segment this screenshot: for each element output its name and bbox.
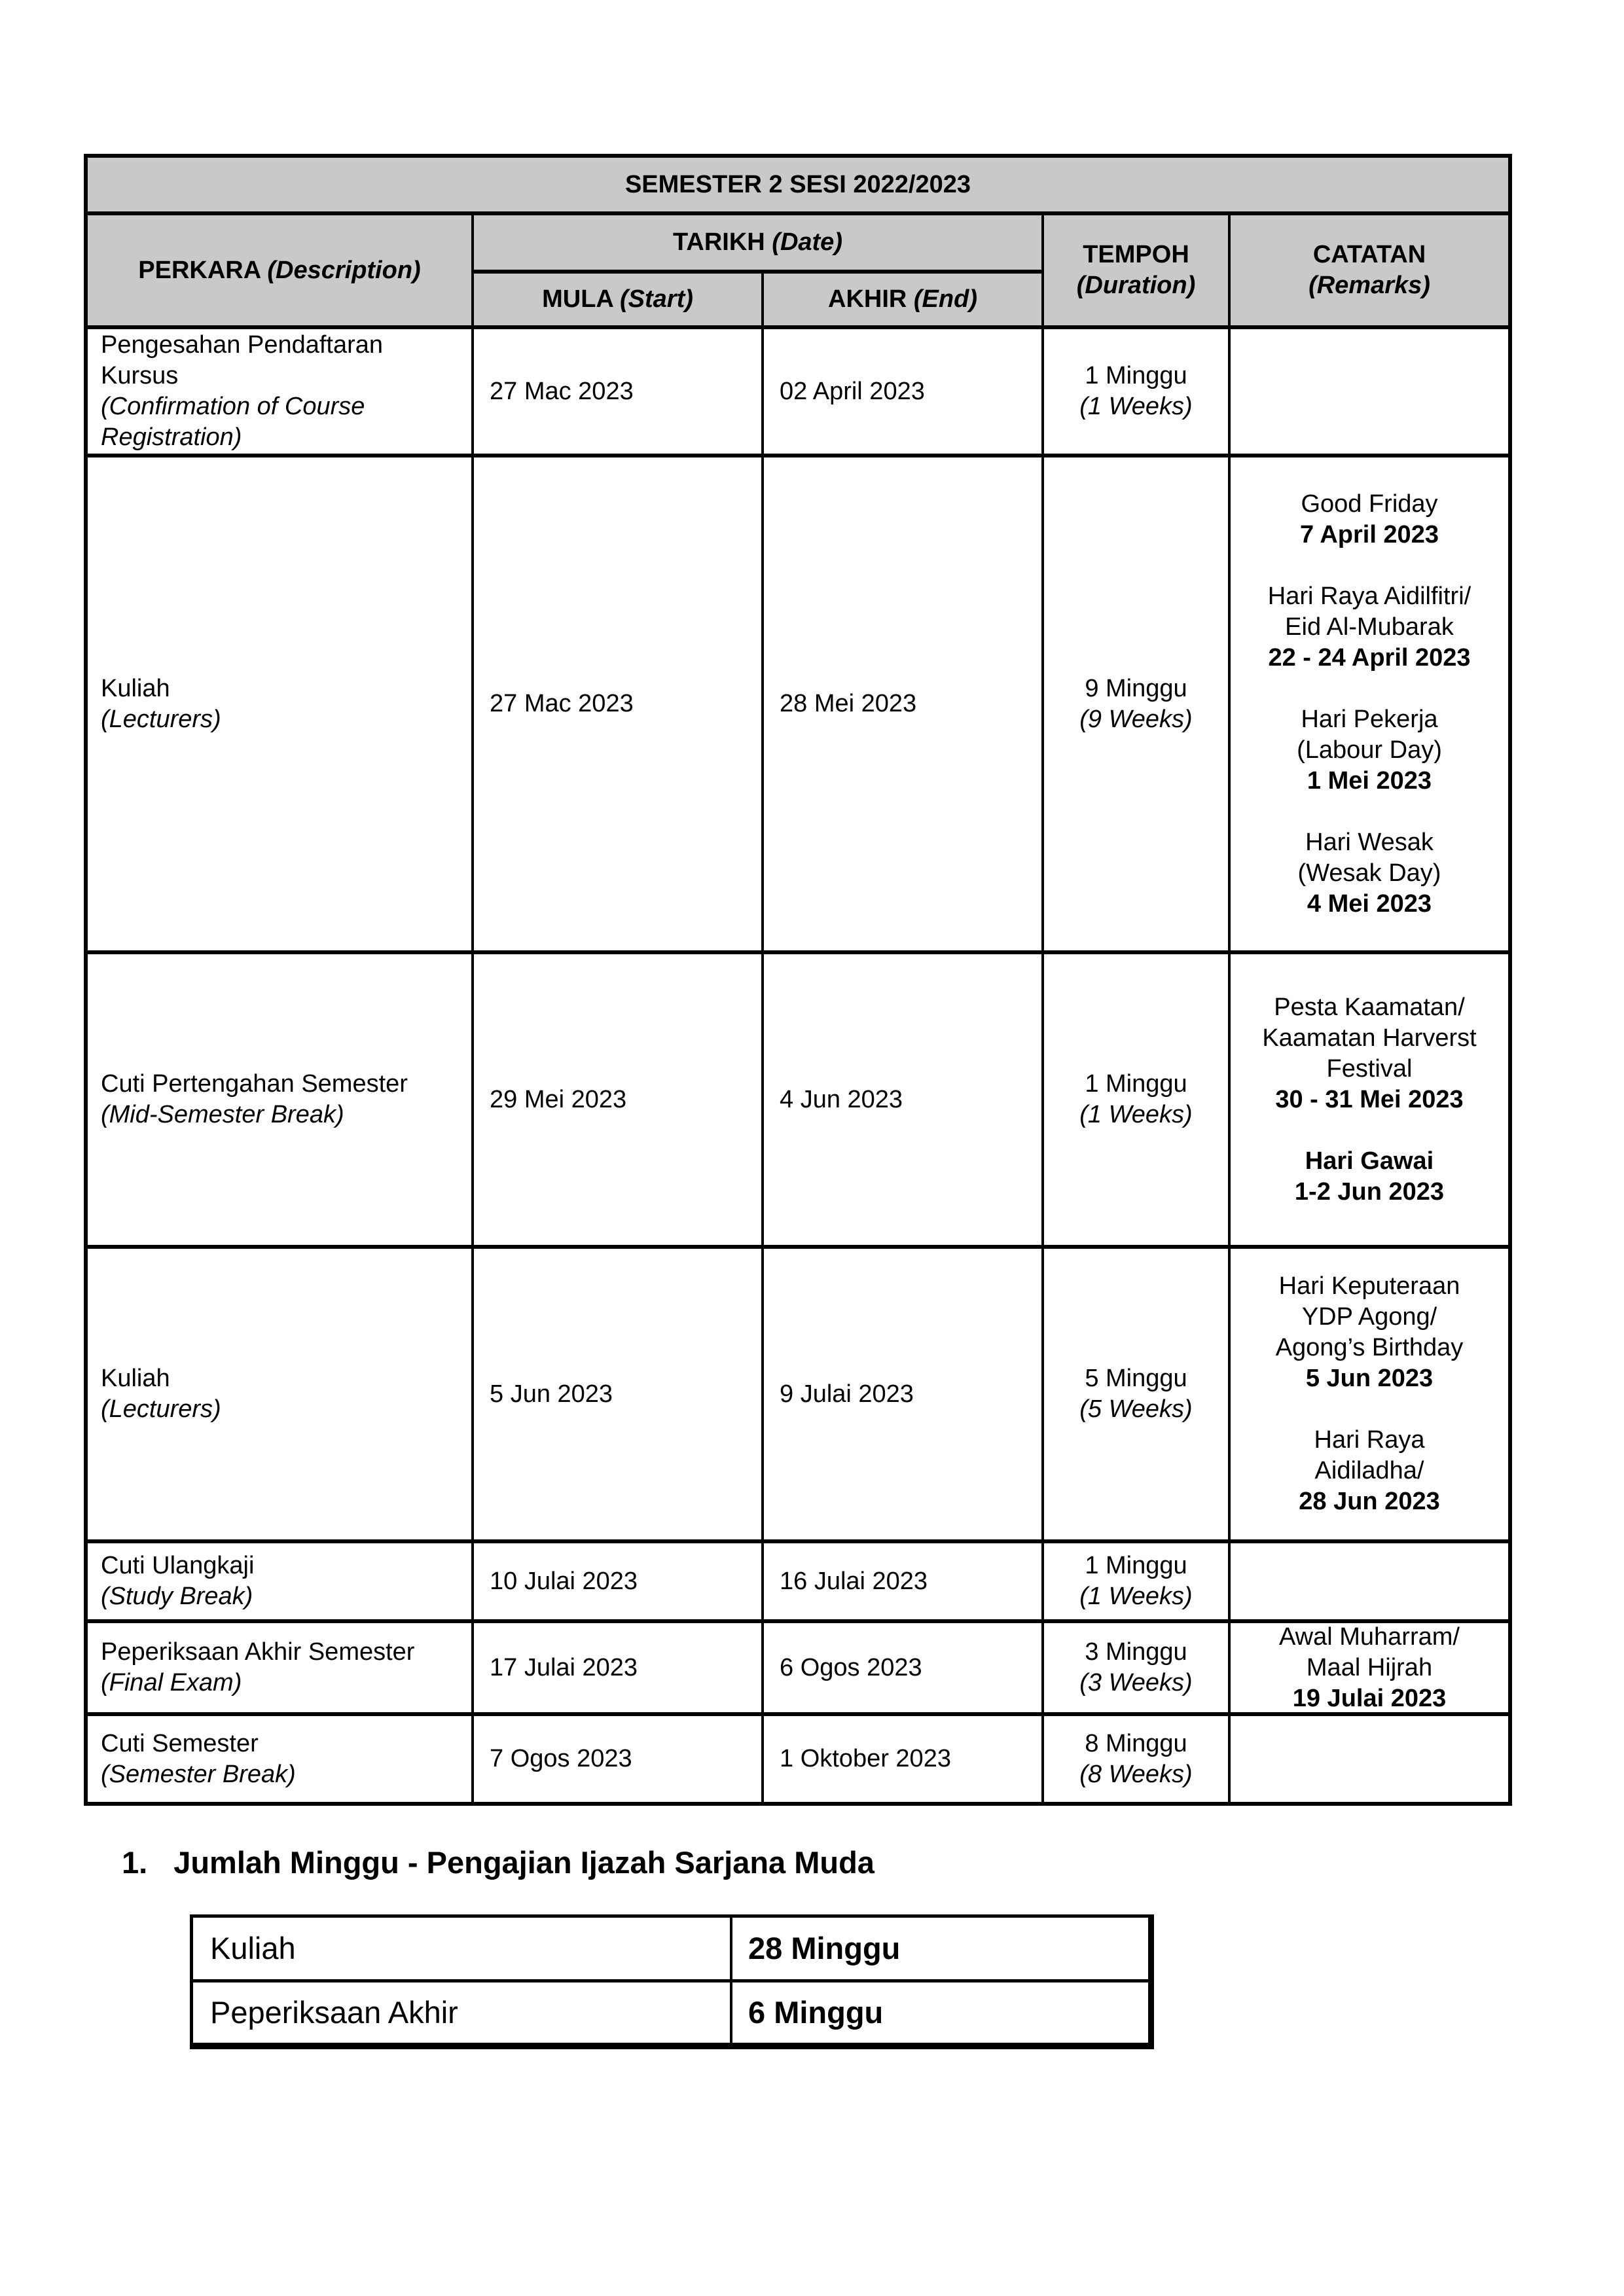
summary-heading-text: Jumlah Minggu - Pengajian Ijazah Sarjana Muda	[173, 1845, 875, 1880]
row4-mula: 5 Jun 2023	[474, 1249, 764, 1543]
row6-mula: 17 Julai 2023	[474, 1623, 764, 1716]
row7-mula: 7 Ogos 2023	[474, 1716, 764, 1802]
header-mula: MULA (Start)	[474, 274, 764, 329]
row6-tempoh: 3 Minggu (3 Weeks)	[1044, 1623, 1231, 1716]
row3-akhir: 4 Jun 2023	[764, 954, 1044, 1249]
row4-akhir: 9 Julai 2023	[764, 1249, 1044, 1543]
summary-heading-number: 1.	[122, 1845, 148, 1880]
row2-catatan: Good Friday 7 April 2023 Hari Raya Aidilfitri/ Eid Al-Mubarak 22 - 24 April 2023 Hari Pekerja (Labour Day) 1 Mei 2023 Hari Wesak (Wesak Day) 4 Mei 2023	[1231, 457, 1508, 954]
header-tarikh: TARIKH (Date)	[474, 215, 1044, 274]
row7-akhir: 1 Oktober 2023	[764, 1716, 1044, 1802]
row3-perkara: Cuti Pertengahan Semester (Mid-Semester Break)	[88, 954, 474, 1249]
header-tempoh: TEMPOH (Duration)	[1044, 215, 1231, 329]
row4-perkara: Kuliah (Lecturers)	[88, 1249, 474, 1543]
summary-row1-value: 28 Minggu	[732, 1918, 1151, 1982]
summary-row2-value: 6 Minggu	[732, 1982, 1151, 2046]
row1-mula: 27 Mac 2023	[474, 329, 764, 457]
row1-akhir: 02 April 2023	[764, 329, 1044, 457]
row7-tempoh: 8 Minggu (8 Weeks)	[1044, 1716, 1231, 1802]
row7-catatan	[1231, 1716, 1508, 1802]
row2-perkara: Kuliah (Lecturers)	[88, 457, 474, 954]
row1-tempoh: 1 Minggu (1 Weeks)	[1044, 329, 1231, 457]
header-perkara: PERKARA (Description)	[88, 215, 474, 329]
row6-catatan: Awal Muharram/ Maal Hijrah 19 Julai 2023	[1231, 1623, 1508, 1716]
row5-perkara: Cuti Ulangkaji (Study Break)	[88, 1543, 474, 1623]
row5-akhir: 16 Julai 2023	[764, 1543, 1044, 1623]
row2-tempoh: 9 Minggu (9 Weeks)	[1044, 457, 1231, 954]
row3-mula: 29 Mei 2023	[474, 954, 764, 1249]
row5-tempoh: 1 Minggu (1 Weeks)	[1044, 1543, 1231, 1623]
row4-catatan: Hari Keputeraan YDP Agong/ Agong’s Birthday 5 Jun 2023 Hari Raya Aidiladha/ 28 Jun 2023	[1231, 1249, 1508, 1543]
row5-catatan	[1231, 1543, 1508, 1623]
row1-catatan	[1231, 329, 1508, 457]
header-akhir: AKHIR (End)	[764, 274, 1044, 329]
row1-perkara: Pengesahan Pendaftaran Kursus (Confirmation of Course Registration)	[88, 329, 474, 457]
row6-perkara: Peperiksaan Akhir Semester (Final Exam)	[88, 1623, 474, 1716]
summary-table	[190, 1914, 1154, 2049]
row6-akhir: 6 Ogos 2023	[764, 1623, 1044, 1716]
row3-tempoh: 1 Minggu (1 Weeks)	[1044, 954, 1231, 1249]
row4-tempoh: 5 Minggu (5 Weeks)	[1044, 1249, 1231, 1543]
table-title: SEMESTER 2 SESI 2022/2023	[88, 158, 1508, 215]
row2-akhir: 28 Mei 2023	[764, 457, 1044, 954]
summary-row2-label: Peperiksaan Akhir	[193, 1982, 732, 2046]
summary-heading	[122, 1844, 875, 1881]
semester-calendar-table	[84, 154, 1512, 1806]
row5-mula: 10 Julai 2023	[474, 1543, 764, 1623]
summary-row1-label: Kuliah	[193, 1918, 732, 1982]
row7-perkara: Cuti Semester (Semester Break)	[88, 1716, 474, 1802]
row2-mula: 27 Mac 2023	[474, 457, 764, 954]
row3-catatan: Pesta Kaamatan/ Kaamatan Harverst Festival 30 - 31 Mei 2023 Hari Gawai 1-2 Jun 2023	[1231, 954, 1508, 1249]
header-catatan: CATATAN (Remarks)	[1231, 215, 1508, 329]
